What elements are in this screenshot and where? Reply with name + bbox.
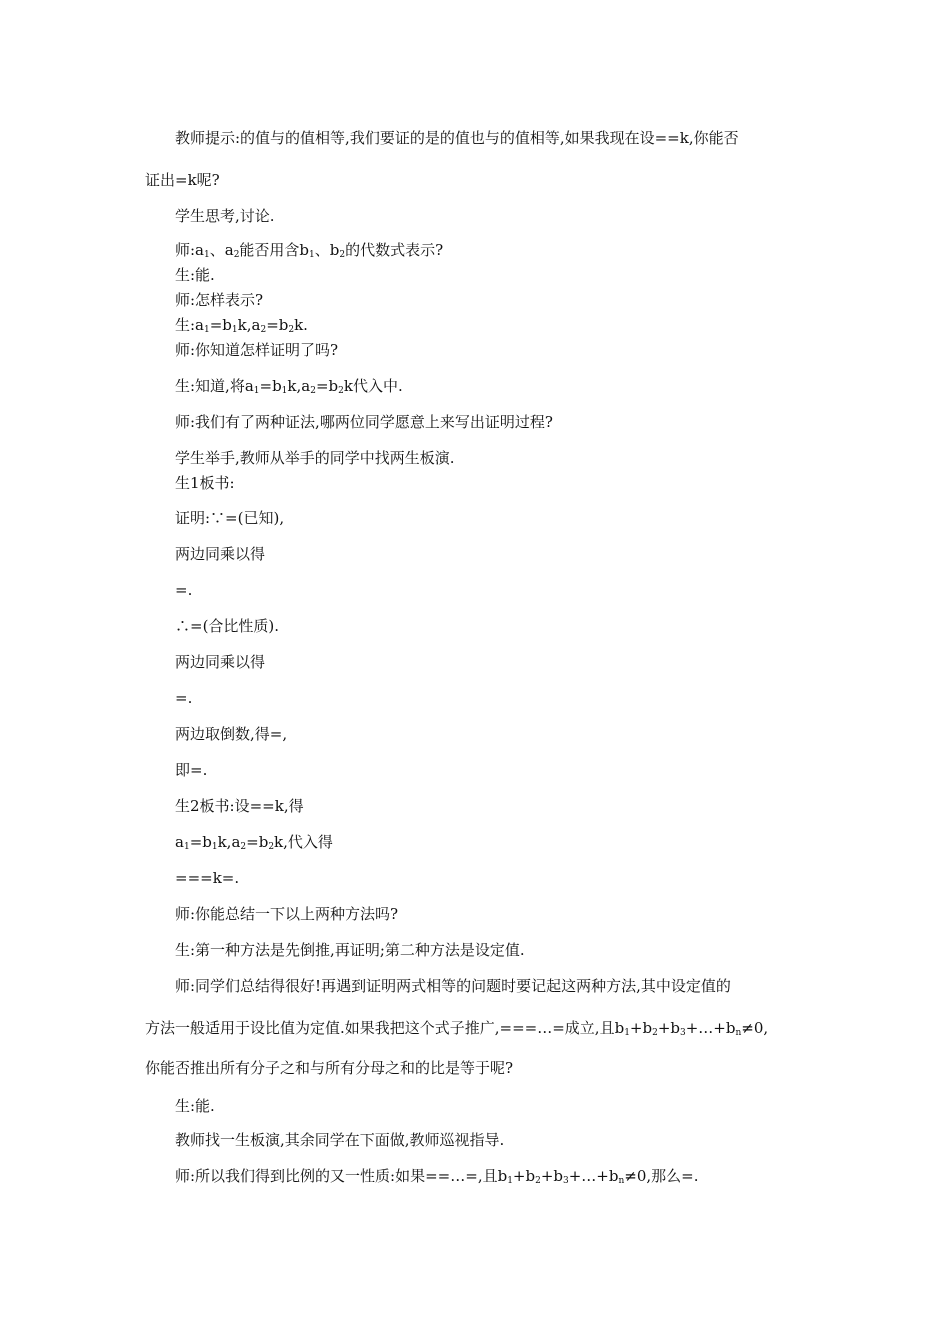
text-line: ===k=. [175,869,240,887]
text-line: 学生举手,教师从举手的同学中找两生板演. [175,449,455,467]
text-line: =. [175,581,193,599]
text-line: 生:知道,将$a_1=b_1k,a_2=b_2k$代入中. [175,377,403,396]
text-line: 生1板书: [175,474,235,492]
text-line: 师:怎样表示? [175,291,264,309]
text-line: 教师找一生板演,其余同学在下面做,教师巡视指导. [175,1131,505,1149]
text-line: 生:第一种方法是先倒推,再证明;第二种方法是设定值. [175,941,525,959]
text-line: 两边取倒数,得=, [175,725,288,743]
text-line: 两边同乘以得 [175,653,266,671]
text-line: 你能否推出所有分子之和与所有分母之和的比是等于呢? [145,1059,514,1077]
text-line: ∴=(合比性质). [175,617,280,635]
text-line: 师:你能总结一下以上两种方法吗? [175,905,399,923]
text-line: 师:我们有了两种证法,哪两位同学愿意上来写出证明过程? [175,413,553,431]
text-line: 师:所以我们得到比例的又一性质:如果==…=,且$b_1+b_2+b_3+\dots+b_n\ne 0$,那么=. [175,1167,699,1186]
text-line: 师:同学们总结得很好!再遇到证明两式相等的问题时要记起这两种方法,其中设定值的 [175,977,731,995]
text-line: 方法一般适用于设比值为定值.如果我把这个式子推广,===…=成立,且$b_1+b_2+b_3+\dots+b_n\ne 0$, [145,1019,769,1038]
text-line: 生$:a_1=b_1k,a_2=b_2k$. [175,316,308,335]
text-line: 师$:a_1$、$a_2$能否用含$b_1$、$b_2$的代数式表示? [175,241,444,260]
text-line: =. [175,689,193,707]
text-line: 即=. [175,761,208,779]
text-line: 证明:∵=(已知), [175,509,285,527]
text-line: $a_1=b_1k,a_2=b_2k$,代入得 [175,833,333,852]
text-line: 生2板书:设==k,得 [175,797,304,815]
text-line: 学生思考,讨论. [175,207,275,225]
text-line: 师:你知道怎样证明了吗? [175,341,339,359]
text-line: 生:能. [175,1097,215,1115]
text-line: 证出=k呢? [145,171,220,189]
text-line: 生:能. [175,266,215,284]
text-line: 教师提示:的值与的值相等,我们要证的是的值也与的值相等,如果我现在设==k,你能否 [175,129,739,147]
text-line: 两边同乘以得 [175,545,266,563]
